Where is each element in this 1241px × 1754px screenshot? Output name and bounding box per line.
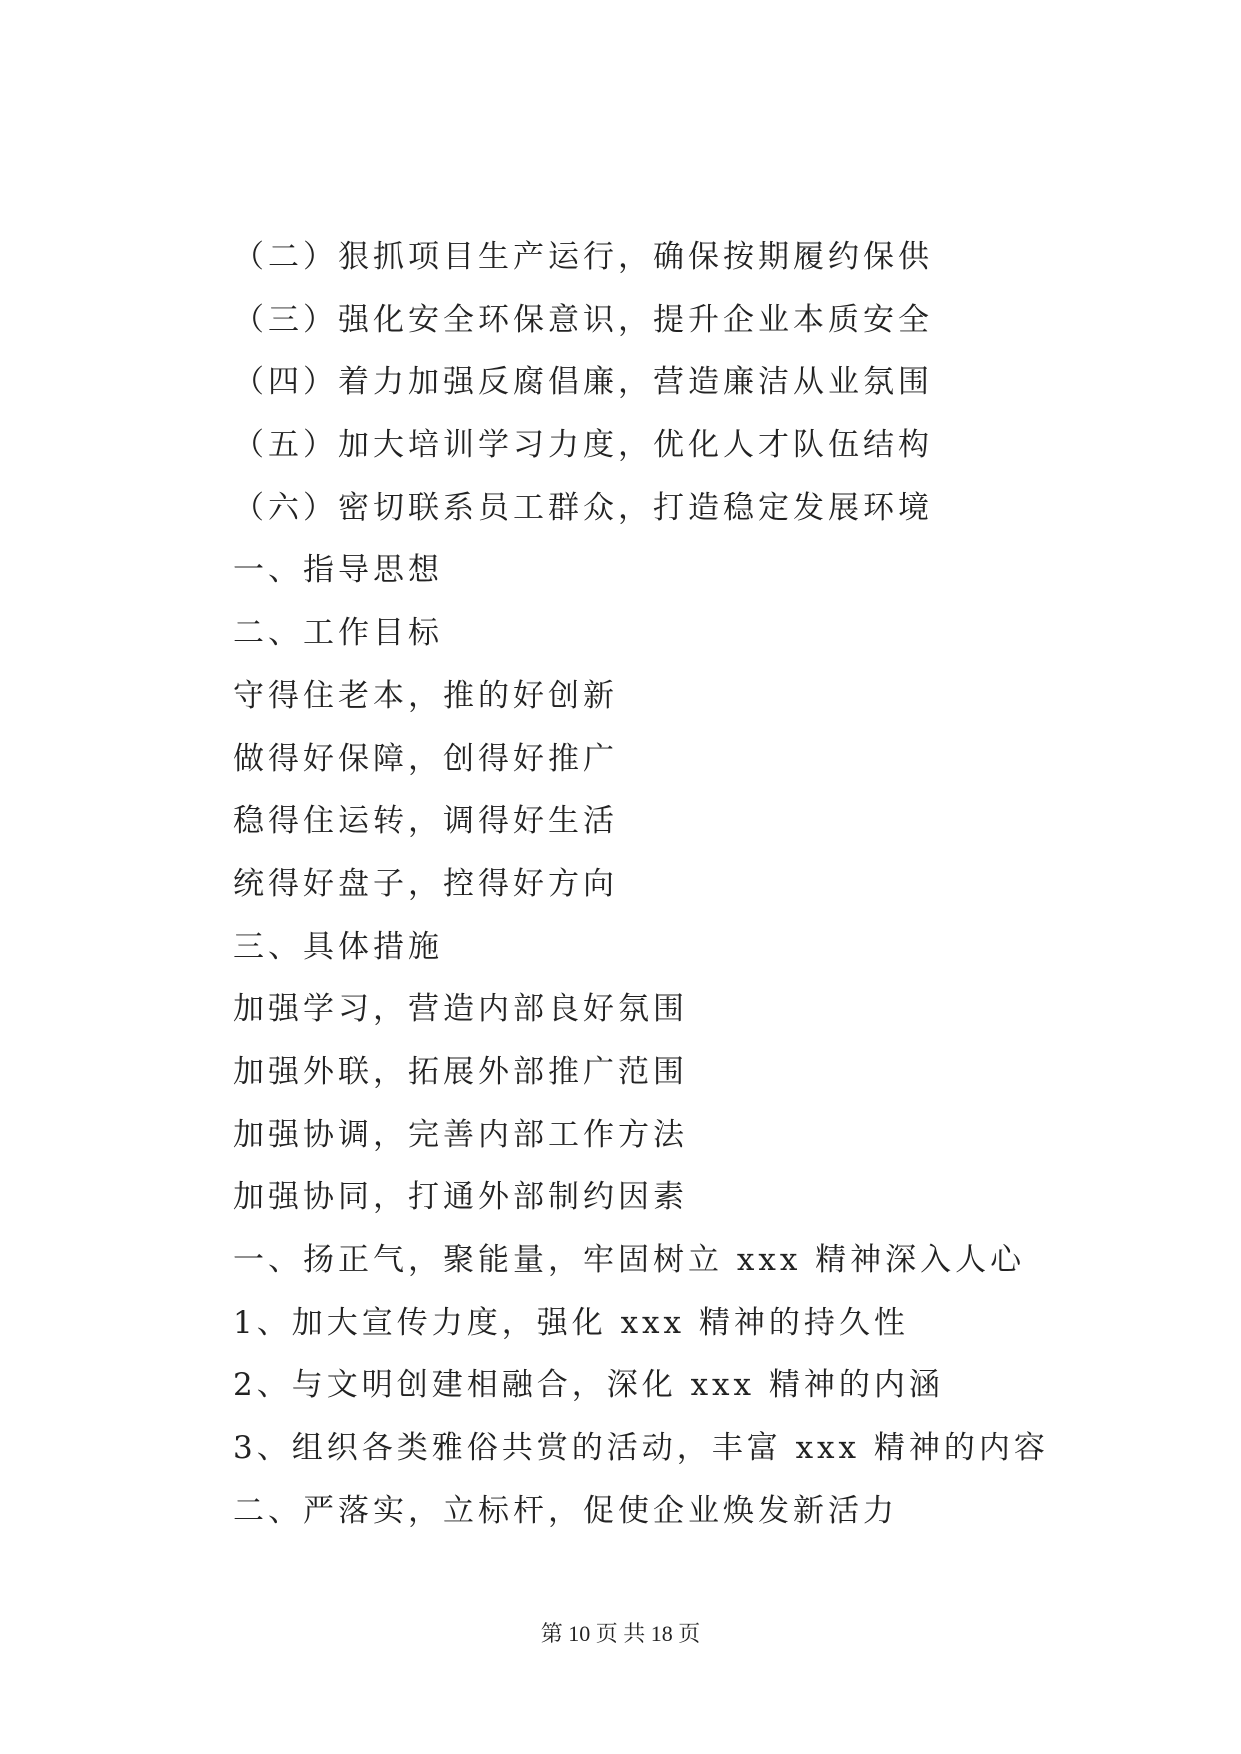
section-heading: 三、具体措施 — [233, 928, 443, 965]
text-line: （五）加大培训学习力度，优化人才队伍结构 — [233, 427, 933, 464]
text-line: 加强协同，打通外部制约因素 — [233, 1179, 688, 1216]
text-line: 加强学习，营造内部良好氛围 — [233, 991, 688, 1028]
text-line: 2、与文明创建相融合，深化 xxx 精神的内涵 — [233, 1367, 944, 1404]
document-body — [233, 226, 1049, 1542]
text-line: 稳得住运转，调得好生活 — [233, 803, 618, 840]
text-line: （六）密切联系员工群众，打造稳定发展环境 — [233, 489, 933, 526]
text-line: 统得好盘子，控得好方向 — [233, 865, 618, 902]
section-heading: 二、严落实，立标杆，促使企业焕发新活力 — [233, 1492, 898, 1529]
text-line: 3、组织各类雅俗共赏的活动，丰富 xxx 精神的内容 — [233, 1430, 1049, 1467]
page-number-footer: 第 10 页 共 18 页 — [540, 1621, 701, 1646]
section-heading: 二、工作目标 — [233, 615, 443, 652]
section-heading: 一、扬正气，聚能量，牢固树立 xxx 精神深入人心 — [233, 1242, 1026, 1278]
text-line: 1、加大宣传力度，强化 xxx 精神的持久性 — [233, 1304, 909, 1341]
text-line: （三）强化安全环保意识，提升企业本质安全 — [233, 301, 933, 338]
text-line: 做得好保障，创得好推广 — [233, 740, 618, 777]
text-line: （四）着力加强反腐倡廉，营造廉洁从业氛围 — [233, 364, 933, 401]
section-heading: 一、指导思想 — [233, 552, 443, 589]
text-line: （二）狠抓项目生产运行，确保按期履约保供 — [233, 239, 933, 275]
text-line: 加强协调，完善内部工作方法 — [233, 1116, 688, 1153]
text-line: 加强外联，拓展外部推广范围 — [233, 1053, 688, 1090]
text-line: 守得住老本，推的好创新 — [233, 677, 618, 714]
